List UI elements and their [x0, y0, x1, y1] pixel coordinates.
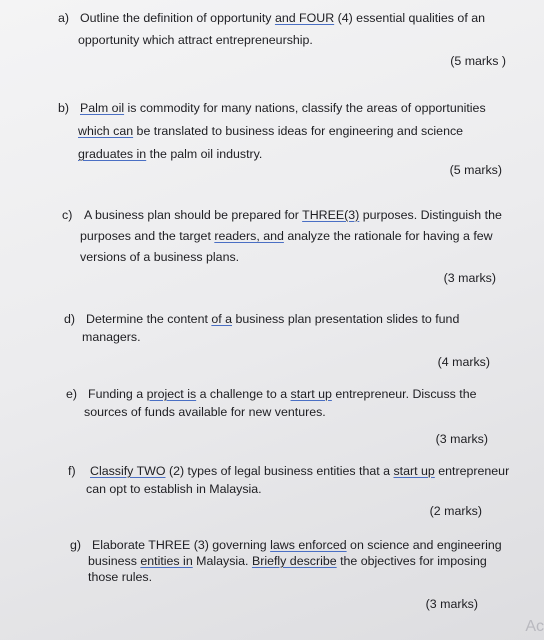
question-label: d)	[64, 312, 76, 326]
question-line	[78, 123, 463, 139]
question-line	[58, 100, 486, 116]
underlined-text: entities in	[140, 554, 193, 568]
question-label: f)	[68, 464, 76, 478]
underlined-text: start up	[290, 387, 332, 401]
underlined-text: Palm oil	[80, 101, 125, 115]
question-line	[88, 553, 487, 569]
marks-label: (4 marks)	[437, 355, 490, 369]
underlined-text: and FOUR	[274, 11, 335, 25]
question-text: A business plan should be prepared for	[84, 208, 303, 222]
question-text: managers.	[82, 330, 141, 344]
question-text: analyze the rationale for having a few	[283, 229, 493, 243]
question-text: (4) essential qualities of an	[334, 11, 485, 25]
underlined-text: start up	[393, 464, 435, 478]
marks-label: (5 marks )	[450, 54, 506, 68]
question-line	[78, 146, 262, 162]
edge-watermark-text: Ac	[525, 618, 544, 635]
marks-label: (3 marks)	[425, 597, 478, 611]
question-text: a challenge to a	[196, 387, 291, 401]
underlined-text: THREE(3)	[302, 208, 360, 222]
question-text: Malaysia.	[192, 554, 252, 568]
underlined-text: graduates in	[78, 147, 147, 161]
question-line	[78, 32, 313, 48]
question-line	[62, 207, 502, 223]
question-text: purposes. Distinguish the	[359, 208, 502, 222]
question-text: the palm oil industry.	[146, 147, 263, 161]
underlined-text: which can	[78, 124, 134, 138]
marks-label: (3 marks)	[435, 432, 488, 446]
question-text: entrepreneur. Discuss the	[331, 387, 477, 401]
question-text: be translated to business ideas for engineering and science	[133, 124, 464, 138]
question-text: Determine the content	[86, 312, 212, 326]
question-line	[80, 249, 239, 265]
underlined-text: project is	[146, 387, 197, 401]
marks-label: (2 marks)	[429, 504, 482, 518]
question-line	[88, 569, 152, 585]
underlined-text: readers, and	[214, 229, 284, 243]
question-text: Outline the definition of opportunity	[80, 11, 275, 25]
question-line	[84, 404, 326, 420]
question-label: a)	[58, 11, 70, 25]
underlined-text: Classify TWO	[90, 464, 166, 478]
question-text: on science and engineering	[346, 538, 502, 552]
question-line	[80, 228, 493, 244]
question-text: (2) types of legal business entities that a	[165, 464, 394, 478]
question-text: the objectives for imposing	[336, 554, 487, 568]
question-text: is commodity for many nations, classify the areas of opportunities	[124, 101, 486, 115]
question-line	[70, 537, 502, 553]
question-line	[64, 311, 459, 327]
question-text: entrepreneur	[434, 464, 510, 478]
underlined-text: Briefly describe	[251, 554, 337, 568]
question-text: Funding a	[88, 387, 147, 401]
question-text: purposes and the target	[80, 229, 215, 243]
question-line	[58, 10, 485, 26]
question-label: c)	[62, 208, 73, 222]
question-line	[86, 481, 262, 497]
question-text: business	[88, 554, 141, 568]
question-line	[68, 463, 509, 479]
marks-label: (5 marks)	[449, 163, 502, 177]
question-line	[82, 329, 141, 345]
marks-label: (3 marks)	[443, 271, 496, 285]
question-text: opportunity which attract entrepreneurship.	[78, 33, 313, 47]
question-text: can opt to establish in Malaysia.	[86, 482, 262, 496]
question-label: g)	[70, 538, 82, 552]
question-line	[66, 386, 477, 402]
question-text: versions of a business plans.	[80, 250, 240, 264]
question-text: business plan presentation slides to fund	[232, 312, 460, 326]
question-text: those rules.	[88, 570, 153, 584]
question-text: sources of funds available for new ventures.	[84, 405, 326, 419]
question-label: b)	[58, 101, 70, 115]
question-label: e)	[66, 387, 78, 401]
question-text: Elaborate THREE (3) governing	[92, 538, 271, 552]
underlined-text: laws enforced	[270, 538, 347, 552]
underlined-text: of a	[211, 312, 233, 326]
